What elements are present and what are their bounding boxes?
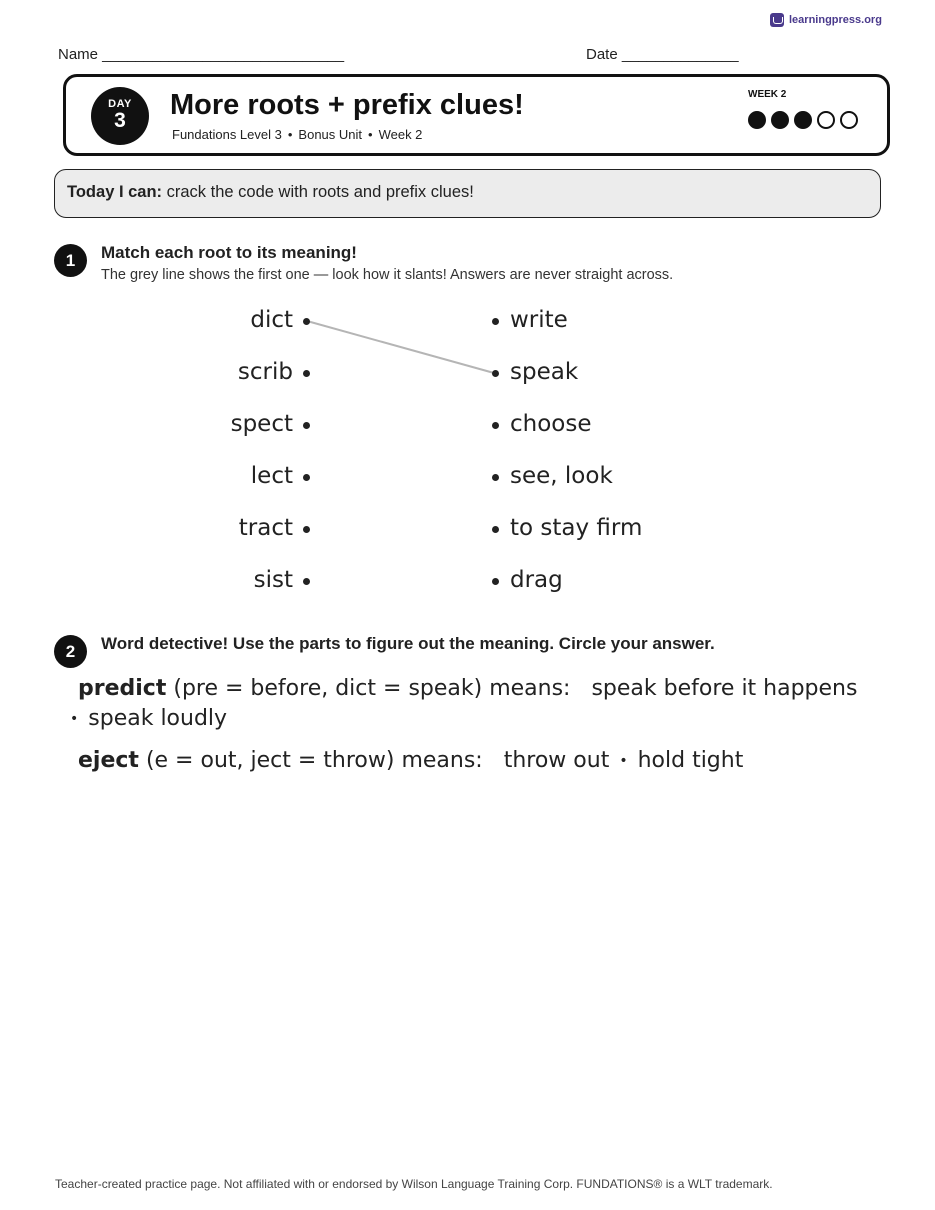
meaning-dot[interactable] — [492, 422, 499, 429]
detective-item-predict-continued — [70, 706, 227, 731]
day-label: DAY — [108, 98, 132, 110]
progress-dot-filled — [771, 111, 789, 129]
meaning-dot[interactable] — [492, 578, 499, 585]
day-number: 3 — [114, 109, 126, 132]
name-field: Name _____________________________ — [58, 46, 345, 63]
subtitle-unit: Bonus Unit — [298, 127, 363, 142]
detective-item-eject — [78, 748, 743, 773]
root-dot[interactable] — [303, 474, 310, 481]
question-1-note: The grey line shows the first one — look how it slants! Answers are never straight across. — [101, 267, 674, 283]
today-label: Today I can: — [67, 183, 163, 201]
option-separator: • — [619, 753, 628, 769]
page-title: More roots + prefix clues! — [170, 89, 524, 121]
subtitle-level: Fundations Level 3 — [172, 127, 282, 142]
root-word: dict — [250, 307, 293, 333]
answer-option[interactable]: speak loudly — [88, 706, 228, 731]
brand-name: learningpress.org — [789, 14, 882, 26]
today-text: crack the code with roots and prefix clues! — [162, 183, 474, 201]
meaning-word: choose — [510, 411, 592, 437]
meaning-dot[interactable] — [492, 474, 499, 481]
page-subtitle — [172, 127, 422, 142]
meaning-word: write — [510, 307, 568, 333]
meaning-dot[interactable] — [492, 370, 499, 377]
answer-option[interactable]: throw out — [503, 748, 610, 773]
root-dot[interactable] — [303, 318, 310, 325]
meaning-word: speak — [510, 359, 579, 385]
detective-clue: (pre = before, dict = speak) means: — [166, 676, 571, 701]
answer-option[interactable]: hold tight — [637, 748, 744, 773]
question-1-badge: 1 — [54, 244, 87, 277]
root-word: scrib — [237, 359, 293, 385]
answer-option[interactable]: speak before it happens — [591, 676, 858, 701]
subtitle-week: Week 2 — [378, 127, 423, 142]
book-icon — [770, 13, 784, 27]
root-word: sist — [253, 567, 293, 593]
root-dot[interactable] — [303, 422, 310, 429]
subtitle-separator: • — [287, 127, 293, 142]
week-label: WEEK 2 — [748, 89, 787, 100]
header-box — [63, 74, 890, 156]
meaning-word: see, look — [510, 463, 613, 489]
detective-clue: (e = out, ject = throw) means: — [138, 748, 483, 773]
root-dot[interactable] — [303, 526, 310, 533]
footer-disclaimer: Teacher-created practice page. Not affiliated with or endorsed by Wilson Language Training Corp. FUNDATIONS® is a WLT trademark. — [55, 1177, 773, 1191]
progress-dot-empty — [840, 111, 858, 129]
today-i-can-box — [54, 169, 881, 218]
brand-logo — [770, 13, 882, 27]
detective-item-predict — [78, 676, 857, 701]
progress-dot-empty — [817, 111, 835, 129]
root-dot[interactable] — [303, 370, 310, 377]
meaning-word: drag — [510, 567, 563, 593]
day-badge — [91, 87, 149, 145]
example-match-line — [307, 321, 494, 373]
root-word: lect — [250, 463, 293, 489]
progress-dot-filled — [794, 111, 812, 129]
date-field: Date ______________ — [586, 46, 739, 63]
progress-dot-filled — [748, 111, 766, 129]
meaning-dot[interactable] — [492, 318, 499, 325]
week-progress — [748, 111, 858, 129]
meaning-dot[interactable] — [492, 526, 499, 533]
subtitle-separator: • — [368, 127, 373, 142]
root-word: spect — [230, 411, 293, 437]
root-word: tract — [238, 515, 293, 541]
root-dot[interactable] — [303, 578, 310, 585]
option-separator: • — [70, 711, 79, 727]
question-1-title: Match each root to its meaning! — [101, 243, 357, 262]
meaning-word: to stay firm — [510, 515, 643, 541]
detective-word: predict — [78, 676, 167, 701]
question-2-badge: 2 — [54, 635, 87, 668]
question-2-title: Word detective! Use the parts to figure out the meaning. Circle your answer. — [101, 634, 715, 653]
detective-word: eject — [78, 748, 139, 773]
